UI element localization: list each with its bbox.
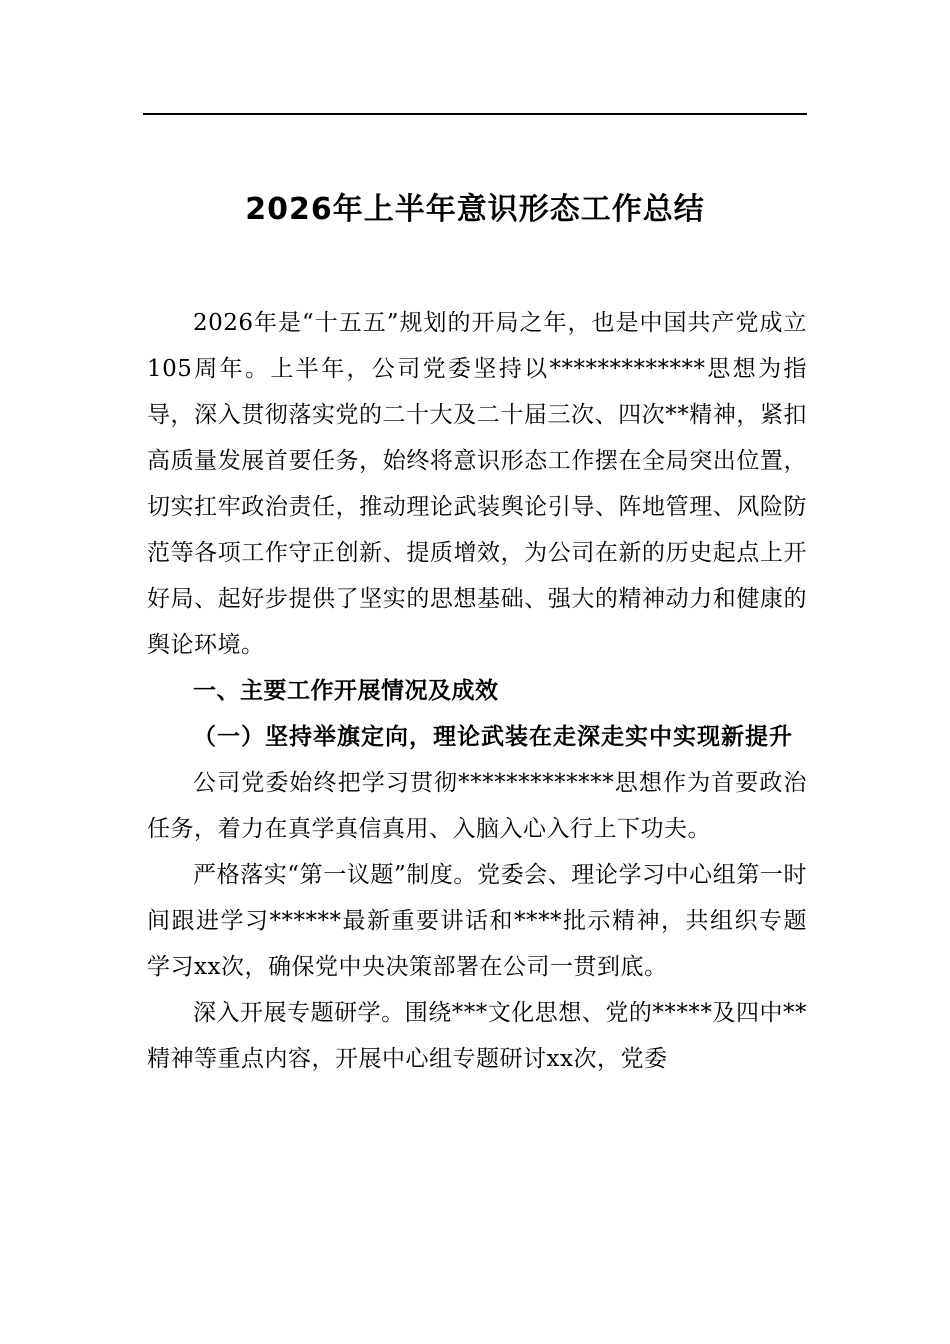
paragraph-first-topic: 严格落实“第一议题”制度。党委会、理论学习中心组第一时间跟进学习******最新重要讲话和****批示精神，共组织专题学习xx次，确保党中央决策部署在公司一贯到底。	[147, 862, 807, 980]
paragraph-theory-study: 公司党委始终把学习贯彻*************思想作为首要政治任务，着力在真学真信真用、入脑入心入行上下功夫。	[147, 770, 807, 842]
paragraph-special-study: 深入开展专题研学。围绕***文化思想、党的*****及四中**精神等重点内容，开展中心组专题研讨xx次，党委	[147, 1000, 807, 1072]
header-rule	[143, 113, 807, 115]
document-body	[147, 300, 807, 1082]
document-title: 2026年上半年意识形态工作总结	[245, 192, 705, 227]
subsection-heading: （一）坚持举旗定向，理论武装在走深走实中实现新提升	[193, 723, 793, 750]
intro-paragraph: 2026年是“十五五”规划的开局之年，也是中国共产党成立105周年。上半年，公司党委坚持以*************思想为指导，深入贯彻落实党的二十大及二十届三次、四次**精神，紧扣高质量发展首要任务，始终将意识形态工作摆在全局突出位置，切实扛牢政治责任，推动理论武装舆论引导、阵地管理、风险防范等各项工作守正创新、提质增效，为公司在新的历史起点上开好局、起好步提供了坚实的思想基础、强大的精神动力和健康的舆论环境。	[147, 310, 807, 658]
section-heading: 一、主要工作开展情况及成效	[193, 678, 499, 704]
